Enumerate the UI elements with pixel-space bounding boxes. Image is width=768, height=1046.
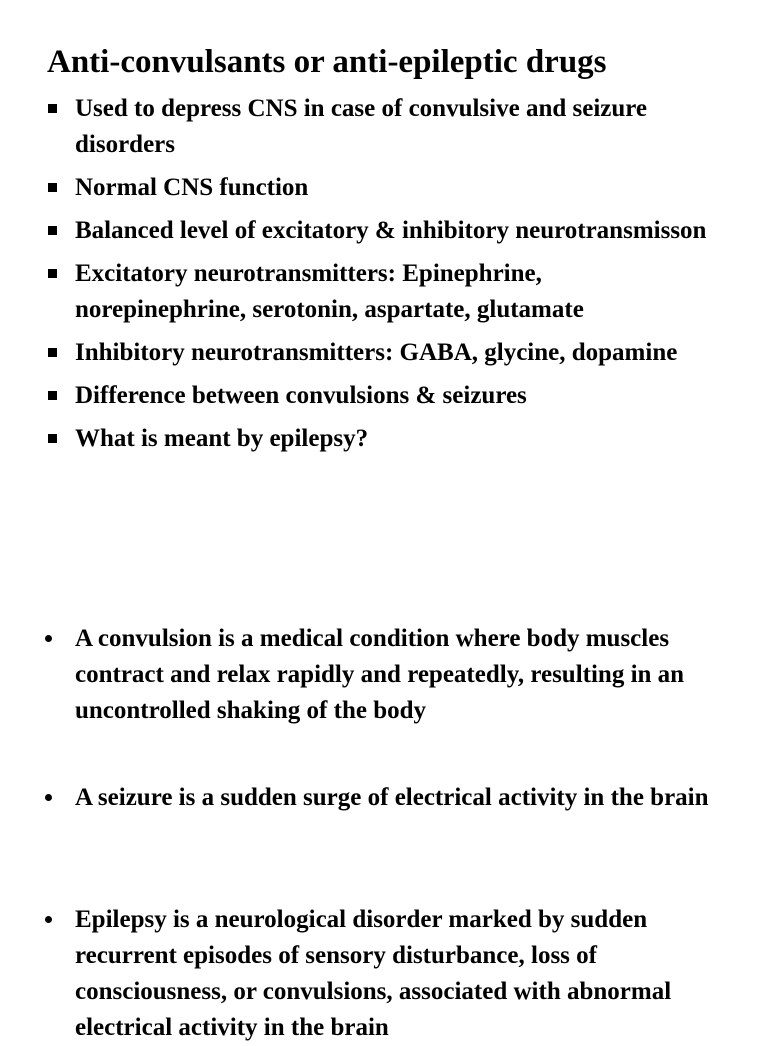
definition-text: Epilepsy is a neurological disorder marked by sudden recurrent episodes of sensory disturbance, loss of consciousness, or convulsions, associated with abnormal electrical activity in the brain: [75, 906, 672, 1041]
bullet-text: What is meant by epilepsy?: [75, 425, 369, 452]
dot-bullet-icon: [45, 794, 52, 801]
square-bullet-icon: [48, 183, 57, 192]
dot-bullet-icon: [45, 635, 52, 642]
definition-text: A seizure is a sudden surge of electrical activity in the brain: [75, 784, 709, 811]
bullet-item: [0, 170, 768, 206]
bullet-item: [0, 421, 768, 457]
dot-bullet-icon: [45, 916, 52, 923]
bullet-item: [0, 91, 768, 163]
bullet-item: [0, 256, 768, 328]
convulsion-definition: [0, 621, 768, 729]
bullet-item: [0, 378, 768, 414]
bullet-text: Difference between convulsions & seizures: [75, 382, 527, 409]
bullet-item: [0, 213, 768, 249]
bullet-text: Excitatory neurotransmitters: Epinephrine, norepinephrine, serotonin, aspartate, glutamate: [75, 260, 584, 323]
seizure-definition: [0, 780, 768, 816]
square-bullet-icon: [48, 269, 57, 278]
bullet-list: [0, 91, 768, 464]
square-bullet-icon: [48, 104, 57, 113]
bullet-text: Normal CNS function: [75, 174, 309, 201]
bullet-text: Inhibitory neurotransmitters: GABA, glycine, dopamine: [75, 339, 678, 366]
bullet-text: Balanced level of excitatory & inhibitory neurotransmisson: [75, 217, 707, 244]
definition-text: A convulsion is a medical condition where body muscles contract and relax rapidly and repeatedly, resulting in an uncontrolled shaking of the body: [75, 625, 685, 724]
bullet-text: Used to depress CNS in case of convulsive and seizure disorders: [75, 95, 648, 158]
slide-title: Anti-convulsants or anti-epileptic drugs: [47, 44, 607, 80]
square-bullet-icon: [48, 348, 57, 357]
square-bullet-icon: [48, 434, 57, 443]
bullet-item: [0, 335, 768, 371]
square-bullet-icon: [48, 226, 57, 235]
epilepsy-definition: [0, 902, 768, 1046]
square-bullet-icon: [48, 391, 57, 400]
